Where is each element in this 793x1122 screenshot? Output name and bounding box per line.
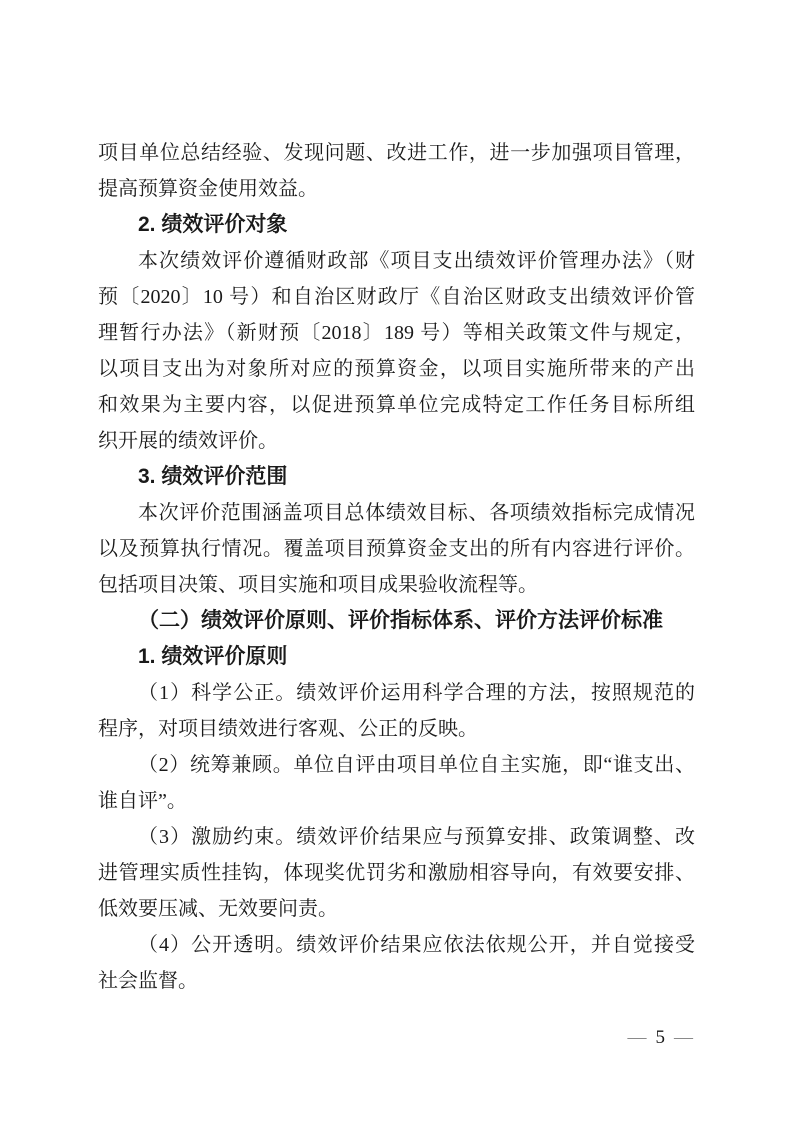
paragraph-line: 本次绩效评价遵循财政部《项目支出绩效评价管理办法》（财 (138, 250, 695, 272)
heading-line: 2. 绩效评价对象 (138, 213, 288, 236)
paragraph-line: （3）激励约束。绩效评价结果应与预算安排、政策调整、改 (138, 826, 695, 848)
paragraph-line: 提高预算资金使用效益。 (98, 178, 318, 200)
paragraph-line: 低效要压减、无效要问责。 (98, 898, 338, 920)
paragraph-line: 以及预算执行情况。覆盖项目预算资金支出的所有内容进行评价。 (98, 538, 695, 560)
paragraph-line: 进管理实质性挂钩，体现奖优罚劣和激励相容导向，有效要安排、 (98, 862, 695, 884)
paragraph-line: 织开展的绩效评价。 (98, 430, 278, 452)
document-body (98, 135, 695, 999)
paragraph-line: 程序，对项目绩效进行客观、公正的反映。 (98, 718, 478, 740)
paragraph-line: 社会监督。 (98, 970, 198, 992)
paragraph-line: 和效果为主要内容，以促进预算单位完成特定工作任务目标所组 (98, 394, 695, 416)
paragraph-line: 本次评价范围涵盖项目总体绩效目标、各项绩效指标完成情况 (138, 502, 695, 524)
footer-dash-left: — (627, 1027, 647, 1048)
paragraph-line: （2）统筹兼顾。单位自评由项目单位自主实施，即“谁支出、 (138, 754, 695, 776)
paragraph-line: 理暂行办法》（新财预〔2018〕189 号）等相关政策文件与规定， (98, 322, 695, 344)
paragraph-line: 谁自评”。 (98, 790, 187, 812)
heading-line: 3. 绩效评价范围 (138, 465, 288, 488)
paragraph-line: （4）公开透明。绩效评价结果应依法依规公开，并自觉接受 (138, 934, 695, 956)
page-footer (628, 1024, 694, 1052)
paragraph-line: 以项目支出为对象所对应的预算资金，以项目实施所带来的产出 (98, 358, 695, 380)
heading-line: （二）绩效评价原则、评价指标体系、评价方法评价标准 (138, 609, 663, 632)
heading-line: 1. 绩效评价原则 (138, 645, 288, 668)
paragraph-line: 包括项目决策、项目实施和项目成果验收流程等。 (98, 574, 538, 596)
paragraph-line: （1）科学公正。绩效评价运用科学合理的方法，按照规范的 (138, 682, 695, 704)
page-number: 5 (655, 1027, 665, 1048)
paragraph-line: 预〔2020〕10 号）和自治区财政厅《自治区财政支出绩效评价管 (98, 286, 695, 308)
paragraph-line: 项目单位总结经验、发现问题、改进工作，进一步加强项目管理， (98, 142, 695, 164)
footer-dash-right: — (674, 1027, 693, 1048)
